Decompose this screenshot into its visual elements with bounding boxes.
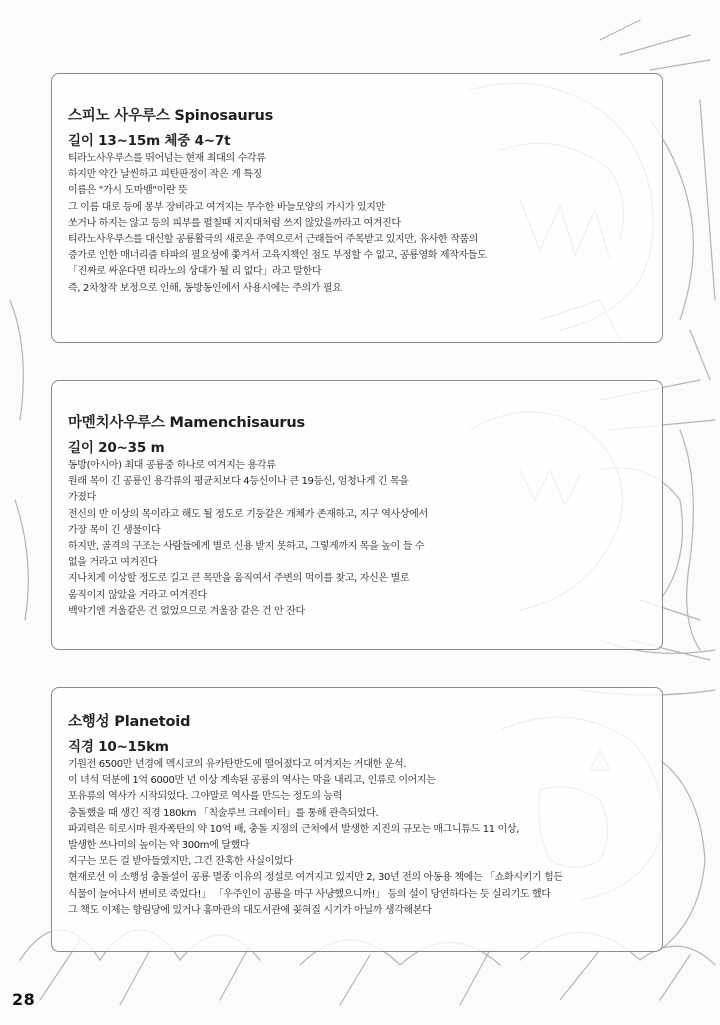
card-text-line: 식물이 늘어나서 변비로 죽었다!」 「우주인이 공룡을 마구 사냥했으니까!」 등의 설이 당연하다는 듯 실리기도 했다 (68, 888, 551, 900)
card-text-line: 가졌다 (68, 492, 96, 504)
card-text-line: 전신의 반 이상의 목이라고 해도 될 정도로 기둥같은 개체가 존재하고, 지구 역사상에서 (68, 508, 428, 520)
mamenchisaurus-card (51, 380, 663, 650)
card-text-line: 동방(아시아) 최대 공룡중 하나로 여겨지는 용각류 (68, 460, 276, 471)
card-subtitle: 길이 20~35 m (68, 440, 165, 456)
card-text-line: 즉, 2차창작 보정으로 인해, 동방동인에서 사용시에는 주의가 필요 (68, 282, 342, 294)
card-text-line: 원래 목이 긴 공룡인 용각류의 평균치보다 4등신이나 큰 19등신, 엄청나게 긴 목을 (68, 476, 409, 488)
card-text-line: 지구는 모든 걸 받아들였지만, 그건 잔혹한 사실이었다 (68, 856, 293, 868)
card-text-line: 그 이름 대로 등에 몽부 장비라고 여겨지는 무수한 바늘모양의 가시가 있지만 (68, 201, 385, 213)
card-text-line: 쏘거나 하지는 않고 등의 피부를 펼칠때 지지대처럼 쓰지 않았을까라고 여겨진다 (68, 217, 401, 229)
card-text-line: 발생한 쓰나미의 높이는 약 300m에 달했다 (68, 840, 250, 852)
card-text-line: 없을 거라고 여겨진다 (68, 557, 158, 569)
card-text-line: 그 책도 이제는 향림당에 있거나 홍마관의 대도서관에 꽂혀질 시기가 아닐까 생각해본다 (68, 904, 432, 916)
card-text-line: 지나치게 이상할 정도로 길고 큰 목만을 움직여서 주변의 먹이를 찾고, 자신은 별로 (68, 573, 410, 585)
card-subtitle: 길이 13~15m 체중 4~7t (68, 133, 231, 149)
card-text-line: 충돌했을 때 생긴 직경 180km 「칙술루브 크레이터」를 통해 관측되었다. (68, 807, 379, 819)
card-text-line: 백악기엔 겨울같은 건 없었으므로 겨울잠 같은 건 안 잔다 (68, 605, 305, 617)
card-text-line: 이 녀석 덕분에 1억 6000만 년 이상 계속된 공룡의 역사는 막을 내리고, 인류로 이어지는 (68, 775, 436, 787)
card-text-line: 증가로 인한 매너리즘 타파의 필요성에 쫓겨서 고육지책인 점도 부정할 수 없고, 공룡영화 제작자들도 (68, 250, 487, 262)
card-text-line: 티라노사우루스를 뛰어넘는 현재 최대의 수각류 (68, 153, 266, 164)
card-text-line: 이름은 "가시 도마뱀"이란 뜻 (68, 185, 188, 197)
card-text-line: 하지만 약간 날씬하고 피탄판정이 작은 게 특징 (68, 169, 262, 181)
card-text-line: 포유류의 역사가 시작되었다. 그야말로 역사를 만드는 정도의 능력 (68, 791, 342, 803)
card-title: 마멘치사우루스 Mamenchisaurus (68, 415, 305, 431)
card-text-line: 가장 목이 긴 생물이다 (68, 524, 161, 536)
card-text-line: 하지만, 골격의 구조는 사람들에게 별로 신용 받지 못하고, 그렇게까지 목을 높이 들 수 (68, 541, 425, 553)
card-text-line: 「진짜로 싸운다면 티라노의 상대가 될 리 없다」라고 말한다 (68, 266, 322, 278)
card-text-line: 현재로선 이 소행성 충돌설이 공룡 멸종 이유의 정설로 여겨지고 있지만 2, 30년 전의 아동용 책에는 「쇼화시키기 힘든 (68, 872, 563, 884)
spinosaurus-card (51, 73, 663, 343)
page-number: 28 (12, 990, 36, 1009)
card-title: 소행성 Planetoid (68, 714, 191, 730)
planetoid-card (51, 687, 663, 952)
card-subtitle: 직경 10~15km (68, 739, 169, 755)
card-text-line: 파괴력은 히로시마 원자폭탄의 약 10억 배, 충돌 지점의 근처에서 발생한 지진의 규모는 매그니튜드 11 이상, (68, 823, 520, 835)
card-text-line: 움직이지 않았을 거라고 여겨진다 (68, 589, 207, 601)
card-text-line: 티라노사우루스를 대신할 공룡활극의 새로운 주역으로서 근래들어 주목받고 있지만, 유사한 작품의 (68, 234, 478, 246)
card-text-line: 기원전 6500만 년경에 멕시코의 유카탄반도에 떨어졌다고 여겨지는 거대한 운석. (68, 759, 407, 770)
card-title: 스피노 사우루스 Spinosaurus (68, 108, 274, 124)
